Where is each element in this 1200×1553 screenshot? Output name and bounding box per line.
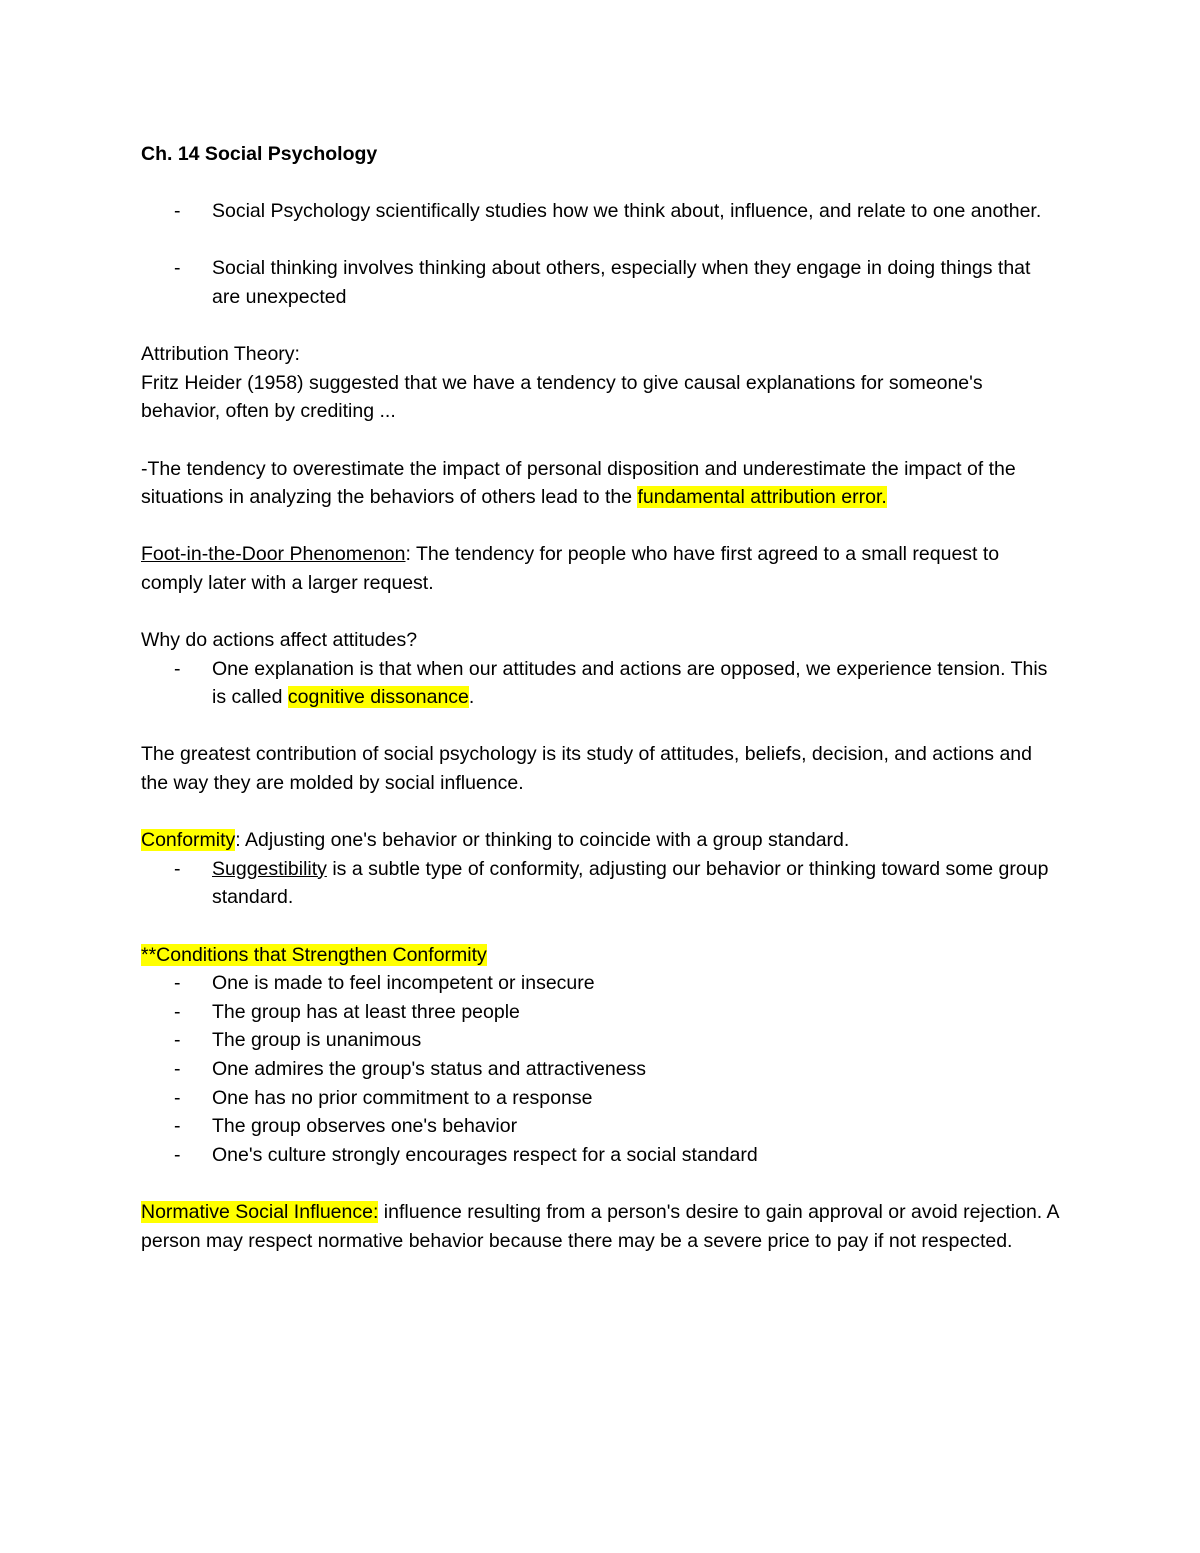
normative-term: Normative Social Influence: [141,1200,379,1223]
page-title: Ch. 14 Social Psychology [141,143,378,165]
normative-paragraph [141,1198,1061,1255]
suggestibility-term: Suggestibility [212,857,327,880]
list-item: - The group has at least three people [141,998,1061,1027]
document-body [141,140,1061,1255]
cognitive-dissonance-highlight: cognitive dissonance [287,686,469,709]
intro-list-2 [141,254,1061,311]
actions-question: Why do actions affect attitudes? [141,629,418,652]
list-item: - Social Psychology scientifically studies how we think about, influence, and relate to one another. [141,197,1061,226]
conformity-term: Conformity [141,829,236,852]
conditions-heading: **Conditions that Strengthen Conformity [141,943,487,966]
fae-text: -The tendency to overestimate the impact of personal disposition and underestimate the impact of the situations in analyzing the behaviors of others lead to the [141,457,1016,509]
foot-in-door-definition: : The tendency for people who have first agreed to a small request to comply later with a larger request. [141,543,1000,594]
list-item [141,855,1061,912]
foot-in-door-paragraph [141,540,1061,597]
conditions-heading-paragraph [141,941,1061,970]
list-item: - The group is unanimous [141,1026,1061,1055]
intro-list [141,197,1061,226]
conditions-list [141,969,1061,1169]
conformity-paragraph [141,826,1061,855]
fae-paragraph [141,455,1061,512]
list-item [141,655,1061,712]
normative-definition: influence resulting from a person's desire to gain approval or avoid rejection. A person may respect normative behavior because there may be a severe price to pay if not respected. [141,1200,1059,1252]
conformity-definition: : Adjusting one's behavior or thinking to coincide with a group standard. [235,829,850,852]
list-item: - The group observes one's behavior [141,1112,1061,1141]
conformity-list [141,855,1061,912]
list-item: - Social thinking involves thinking about others, especially when they engage in doing things that are unexpected [141,254,1061,311]
attribution-text: Fritz Heider (1958) suggested that we have a tendency to give causal explanations for someone's behavior, often by crediting ... [141,371,983,423]
fae-highlight: fundamental attribution error. [637,486,887,509]
list-item: - One admires the group's status and attractiveness [141,1055,1061,1084]
list-item: - One has no prior commitment to a response [141,1084,1061,1113]
actions-bullet-text: One explanation is that when our attitudes and actions are opposed, we experience tension. This is called [212,657,1048,709]
contribution-paragraph: The greatest contribution of social psychology is its study of attitudes, beliefs, decision, and actions and the way they are molded by social influence. [141,743,1033,795]
suggestibility-text: is a subtle type of conformity, adjusting our behavior or thinking toward some group standard. [212,857,1049,909]
list-item: - One is made to feel incompetent or insecure [141,969,1061,998]
foot-in-door-term: Foot-in-the-Door Phenomenon [141,543,406,566]
actions-list [141,655,1061,712]
attribution-heading: Attribution Theory: [141,343,300,366]
actions-bullet-end: . [468,686,475,709]
list-item: - One's culture strongly encourages respect for a social standard [141,1141,1061,1170]
